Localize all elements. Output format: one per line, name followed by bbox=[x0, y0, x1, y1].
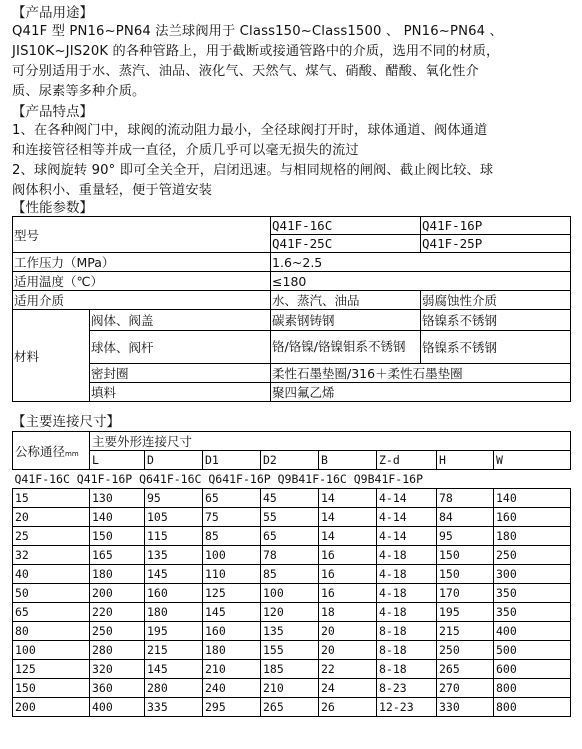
dimension-cell: 78 bbox=[261, 546, 319, 565]
part-name: 密封圈 bbox=[90, 364, 271, 383]
dimension-cell: 150 bbox=[437, 546, 494, 565]
part-material: 聚四氟乙烯 bbox=[271, 383, 571, 402]
dimension-cell: 120 bbox=[261, 603, 319, 622]
dimension-cell: 95 bbox=[437, 527, 494, 546]
table-row bbox=[13, 584, 571, 603]
dimension-cell: 22 bbox=[319, 660, 377, 679]
dimension-cell: 160 bbox=[494, 508, 571, 527]
section-title-performance: 【性能参数】 bbox=[12, 200, 93, 216]
table-row bbox=[13, 489, 571, 508]
column-header: D1 bbox=[203, 451, 261, 470]
table-row bbox=[13, 660, 571, 679]
table-row bbox=[13, 383, 571, 402]
dimension-cell: 110 bbox=[203, 565, 261, 584]
dimension-cell: 800 bbox=[494, 698, 571, 717]
dimension-cell: 200 bbox=[90, 584, 145, 603]
dimension-cell: 14 bbox=[319, 489, 377, 508]
material-label: 材料 bbox=[13, 310, 90, 402]
dimension-cell: 160 bbox=[203, 622, 261, 641]
dimension-cell: 350 bbox=[494, 603, 571, 622]
feature-line: 和连接管径相等并成一直径，介质几乎可以毫无损失的流过 bbox=[12, 143, 359, 158]
dimension-cell: 265 bbox=[437, 660, 494, 679]
model-cell: Q41F-25P bbox=[421, 235, 571, 253]
column-header: L bbox=[90, 451, 145, 470]
dimension-cell: 600 bbox=[494, 660, 571, 679]
model-cell: Q41F-16P bbox=[421, 217, 571, 235]
dimension-cell: 8-18 bbox=[377, 641, 437, 660]
dn-label: 公称通径 bbox=[15, 443, 66, 459]
table-row bbox=[13, 470, 571, 489]
dimension-cell: 320 bbox=[90, 660, 145, 679]
feature-line: 1、在各种阀门中，球阀的流动阻力最小，全径球阀打开时，球体通道、阀体通道 bbox=[12, 123, 488, 138]
part-material-p: 铬镍系不锈钢 bbox=[421, 310, 571, 331]
dimension-cell: 800 bbox=[494, 679, 571, 698]
dn-cell: 65 bbox=[13, 603, 90, 622]
dimension-cell: 18 bbox=[319, 603, 377, 622]
dimension-cell: 250 bbox=[494, 546, 571, 565]
section-title-features: 【产品特点】 bbox=[12, 104, 93, 120]
dimension-cell: 140 bbox=[494, 489, 571, 508]
dimension-cell: 220 bbox=[90, 603, 145, 622]
dimension-cell: 65 bbox=[203, 489, 261, 508]
dimension-cell: 4-18 bbox=[377, 546, 437, 565]
table-row bbox=[13, 253, 571, 272]
dimension-cell: 160 bbox=[145, 584, 203, 603]
dimension-cell: 16 bbox=[319, 584, 377, 603]
dimension-cell: 400 bbox=[494, 622, 571, 641]
dimension-cell: 12-23 bbox=[377, 698, 437, 717]
dimension-cell: 145 bbox=[145, 660, 203, 679]
dimension-cell: 84 bbox=[437, 508, 494, 527]
dimension-cell: 14 bbox=[319, 527, 377, 546]
feature-line: 阀体积小、重量轻，便于管道安装 bbox=[12, 183, 213, 198]
column-header: B bbox=[319, 451, 377, 470]
dimension-cell: 360 bbox=[90, 679, 145, 698]
dimension-cell: 95 bbox=[145, 489, 203, 508]
dimension-cell: 300 bbox=[494, 565, 571, 584]
dimension-cell: 150 bbox=[90, 527, 145, 546]
performance-table bbox=[12, 216, 571, 402]
dn-cell: 20 bbox=[13, 508, 90, 527]
dimension-cell: 215 bbox=[145, 641, 203, 660]
dimensions-table bbox=[12, 431, 571, 717]
dimension-cell: 24 bbox=[319, 679, 377, 698]
pressure-label: 工作压力（MPa） bbox=[13, 253, 271, 272]
medium-c: 水、蒸汽、油品 bbox=[271, 291, 421, 310]
dimension-cell: 45 bbox=[261, 489, 319, 508]
table-row bbox=[13, 698, 571, 717]
dimension-cell: 145 bbox=[203, 603, 261, 622]
table-row bbox=[13, 546, 571, 565]
section-title-dimensions: 【主要连接尺寸】 bbox=[12, 414, 120, 430]
dimension-cell: 150 bbox=[437, 565, 494, 584]
usage-line: Q41F 型 PN16~PN64 法兰球阀用于 Class150~Class1500 、 PN16~PN64 、 bbox=[12, 24, 503, 39]
dn-cell: 25 bbox=[13, 527, 90, 546]
dn-cell: 40 bbox=[13, 565, 90, 584]
dn-cell: 80 bbox=[13, 622, 90, 641]
dimension-cell: 130 bbox=[90, 489, 145, 508]
dimension-cell: 8-23 bbox=[377, 679, 437, 698]
dimension-cell: 65 bbox=[261, 527, 319, 546]
dimension-cell: 105 bbox=[145, 508, 203, 527]
dimension-cell: 280 bbox=[90, 641, 145, 660]
dimension-cell: 55 bbox=[261, 508, 319, 527]
table-row bbox=[13, 291, 571, 310]
dimension-cell: 335 bbox=[145, 698, 203, 717]
dimension-cell: 240 bbox=[203, 679, 261, 698]
column-header: W bbox=[494, 451, 571, 470]
dimension-cell: 210 bbox=[203, 660, 261, 679]
dimension-cell: 170 bbox=[437, 584, 494, 603]
table-row bbox=[13, 331, 571, 364]
temperature-label: 适用温度（℃） bbox=[13, 272, 271, 291]
dimension-cell: 75 bbox=[203, 508, 261, 527]
dimension-cell: 250 bbox=[90, 622, 145, 641]
table-row bbox=[13, 217, 571, 235]
dimension-cell: 16 bbox=[319, 546, 377, 565]
dimension-cell: 14 bbox=[319, 508, 377, 527]
dimension-cell: 265 bbox=[261, 698, 319, 717]
dimension-cell: 180 bbox=[494, 527, 571, 546]
features-paragraph bbox=[12, 121, 572, 201]
dn-cell: 50 bbox=[13, 584, 90, 603]
table-row bbox=[13, 527, 571, 546]
dimension-cell: 115 bbox=[145, 527, 203, 546]
part-name: 阀体、阀盖 bbox=[90, 310, 271, 331]
dimension-cell: 180 bbox=[203, 641, 261, 660]
dimension-group-label: 主要外形连接尺寸 bbox=[90, 432, 571, 451]
part-material-c: 碳素钢铸钢 bbox=[271, 310, 421, 331]
dimension-cell: 85 bbox=[261, 565, 319, 584]
table-row bbox=[13, 679, 571, 698]
temperature-value: ≤180 bbox=[271, 272, 571, 291]
dn-cell: 100 bbox=[13, 641, 90, 660]
table-row bbox=[13, 565, 571, 584]
dimension-cell: 185 bbox=[261, 660, 319, 679]
medium-label: 适用介质 bbox=[13, 291, 271, 310]
column-header: H bbox=[437, 451, 494, 470]
feature-line: 2、球阀旋转 90° 即可全关全开，启闭迅速。与相同规格的闸阀、截止阀比较、球 bbox=[12, 163, 494, 178]
table-row bbox=[13, 603, 571, 622]
table-row bbox=[13, 451, 571, 470]
dimension-cell: 135 bbox=[145, 546, 203, 565]
dimension-cell: 4-18 bbox=[377, 603, 437, 622]
dimension-cell: 180 bbox=[90, 565, 145, 584]
dimension-cell: 195 bbox=[145, 622, 203, 641]
dn-cell: 15 bbox=[13, 489, 90, 508]
dimension-cell: 195 bbox=[437, 603, 494, 622]
dimension-cell: 16 bbox=[319, 565, 377, 584]
dn-cell: 200 bbox=[13, 698, 90, 717]
dimension-cell: 145 bbox=[145, 565, 203, 584]
dimension-cell: 20 bbox=[319, 622, 377, 641]
dimension-cell: 125 bbox=[203, 584, 261, 603]
dimension-cell: 4-14 bbox=[377, 489, 437, 508]
dimension-cell: 78 bbox=[437, 489, 494, 508]
dimension-cell: 180 bbox=[145, 603, 203, 622]
dimension-cell: 400 bbox=[90, 698, 145, 717]
dimension-cell: 8-18 bbox=[377, 622, 437, 641]
table-row bbox=[13, 364, 571, 383]
dn-cell: 150 bbox=[13, 679, 90, 698]
dimension-cell: 350 bbox=[494, 584, 571, 603]
part-material: 柔性石墨垫圈/316＋柔性石墨垫圈 bbox=[271, 364, 571, 383]
dn-cell: 125 bbox=[13, 660, 90, 679]
table-row bbox=[13, 272, 571, 291]
part-material-c: 铬/铬镍/铬镍钼系不锈钢 bbox=[271, 331, 421, 364]
model-label: 型号 bbox=[13, 217, 271, 253]
table-row bbox=[13, 641, 571, 660]
dn-cell: 32 bbox=[13, 546, 90, 565]
pressure-value: 1.6~2.5 bbox=[271, 253, 571, 272]
dimension-cell: 250 bbox=[437, 641, 494, 660]
dimension-cell: 140 bbox=[90, 508, 145, 527]
dimension-cell: 26 bbox=[319, 698, 377, 717]
column-header: D2 bbox=[261, 451, 319, 470]
usage-line: 可分别适用于水、蒸汽、油品、液化气、天然气、煤气、硝酸、醋酸、氧化性介 bbox=[12, 64, 479, 79]
part-material-p: 铬镍系不锈钢 bbox=[421, 331, 571, 364]
usage-paragraph bbox=[12, 22, 572, 102]
model-cell: Q41F-25C bbox=[271, 235, 421, 253]
dimension-cell: 100 bbox=[203, 546, 261, 565]
column-header: D bbox=[145, 451, 203, 470]
section-title-usage: 【产品用途】 bbox=[12, 5, 93, 21]
usage-line: 质、尿素等多种介质。 bbox=[12, 84, 146, 99]
part-name: 填料 bbox=[90, 383, 271, 402]
table-row bbox=[13, 432, 571, 451]
table-row bbox=[13, 622, 571, 641]
dimension-cell: 4-18 bbox=[377, 565, 437, 584]
dimension-cell: 100 bbox=[261, 584, 319, 603]
part-name: 球体、阀杆 bbox=[90, 331, 271, 364]
dn-unit: mm bbox=[65, 449, 79, 458]
dimension-cell: 4-14 bbox=[377, 508, 437, 527]
dn-label-cell bbox=[13, 432, 90, 470]
dimension-cell: 215 bbox=[437, 622, 494, 641]
dimension-cell: 270 bbox=[437, 679, 494, 698]
dimension-cell: 500 bbox=[494, 641, 571, 660]
dimension-cell: 20 bbox=[319, 641, 377, 660]
models-line: Q41F-16C Q41F-16P Q641F-16C Q641F-16P Q9B41F-16C Q9B41F-16P bbox=[13, 470, 571, 489]
dimension-cell: 295 bbox=[203, 698, 261, 717]
usage-line: JIS10K~JIS20K 的各种管路上，用于截断或接通管路中的介质，选用不同的材质， bbox=[12, 44, 500, 59]
dimension-cell: 155 bbox=[261, 641, 319, 660]
table-row bbox=[13, 310, 571, 331]
dimension-cell: 165 bbox=[90, 546, 145, 565]
dimension-cell: 135 bbox=[261, 622, 319, 641]
dimension-cell: 85 bbox=[203, 527, 261, 546]
dimension-cell: 8-18 bbox=[377, 660, 437, 679]
dimension-cell: 4-18 bbox=[377, 584, 437, 603]
dimension-cell: 280 bbox=[145, 679, 203, 698]
model-cell: Q41F-16C bbox=[271, 217, 421, 235]
medium-p: 弱腐蚀性介质 bbox=[421, 291, 571, 310]
dimension-cell: 330 bbox=[437, 698, 494, 717]
column-header: Z-d bbox=[377, 451, 437, 470]
table-row bbox=[13, 508, 571, 527]
dimension-cell: 4-14 bbox=[377, 527, 437, 546]
dimension-cell: 210 bbox=[261, 679, 319, 698]
